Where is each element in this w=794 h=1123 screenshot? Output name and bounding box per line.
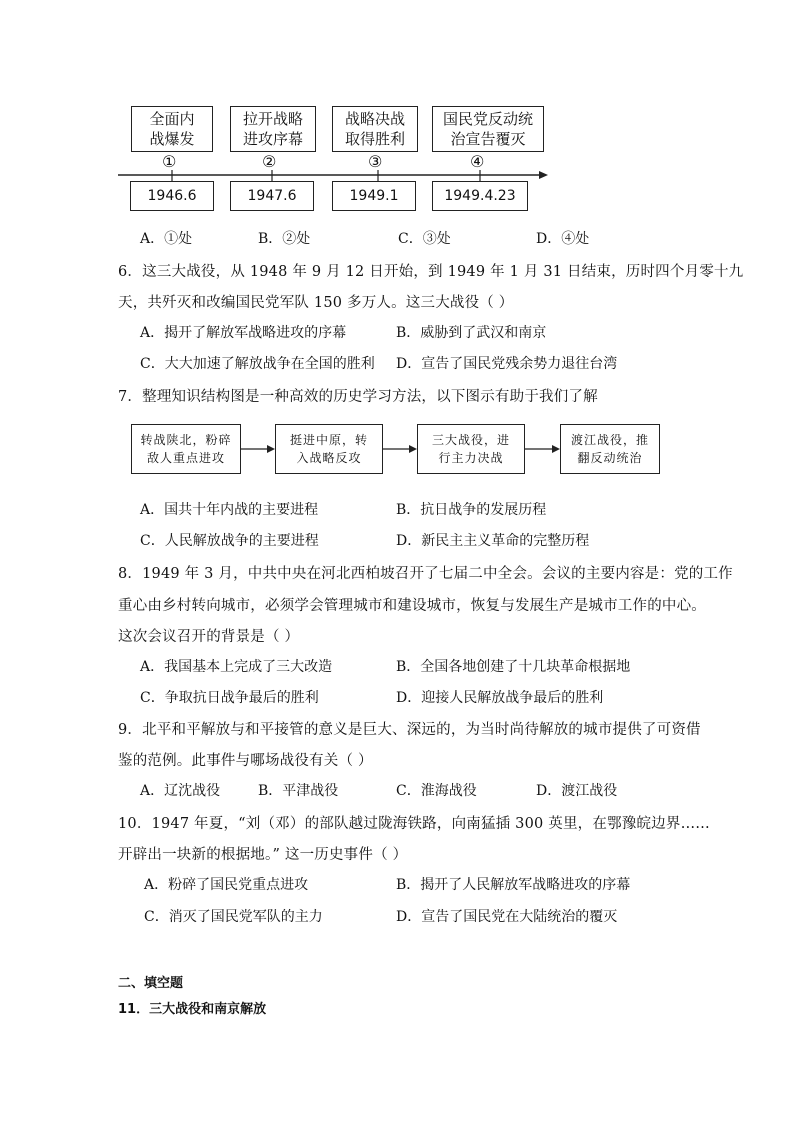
q10-option-b: B．揭开了人民解放军战略进攻的序幕: [396, 877, 631, 893]
q8-option-d: D．迎接人民解放战争最后的胜利: [396, 690, 604, 706]
timeline-date: 1947.6: [247, 188, 297, 204]
q7-option-a: A．国共十年内战的主要进程: [140, 502, 319, 518]
timeline-marker: ②: [262, 152, 277, 171]
q6-stem-line2: 天，共歼灭和改编国民党军队 150 多万人。这三大战役（ ）: [118, 295, 514, 311]
q5-option-b: B．②处: [258, 231, 311, 247]
timeline-event-label: 战略决战 取得胜利: [344, 110, 405, 148]
flow-arrows: [0, 0, 794, 480]
q6-stem-line1: 6．这三大战役，从 1948 年 9 月 12 日开始，到 1949 年 1 月 31 日结束，历时四个月零十九: [118, 264, 744, 280]
q10-option-a: A．粉碎了国民党重点进攻: [144, 877, 309, 893]
timeline-event-label: 全面内 战爆发: [149, 110, 195, 148]
timeline-date: 1946.6: [147, 188, 197, 204]
q6-option-a: A．揭开了解放军战略进攻的序幕: [140, 325, 347, 341]
q9-option-b: B．平津战役: [258, 783, 339, 799]
timeline-event-label: 国民党反动统 治宣告覆灭: [442, 110, 533, 148]
q9-option-c: C．淮海战役: [396, 783, 477, 799]
q10-stem-line1: 10．1947 年夏，“刘（邓）的部队越过陇海铁路，向南猛插 300 英里，在鄂豫皖边界……: [118, 816, 710, 832]
q10-stem-line2: 开辟出一块新的根据地。” 这一历史事件（ ）: [118, 847, 408, 863]
q8-stem-line1: 8．1949 年 3 月，中共中央在河北西柏坡召开了七届二中全会。会议的主要内容是：党的工作: [118, 566, 733, 582]
flow-box-label: 挺进中原，转 入战略反攻: [289, 433, 368, 465]
q9-stem-line2: 鉴的范例。此事件与哪场战役有关（ ）: [118, 753, 373, 769]
q5-option-a: A．①处: [140, 231, 193, 247]
q6-option-b: B．威胁到了武汉和南京: [396, 325, 547, 341]
flow-box-label: 转战陕北，粉碎 敌人重点进攻: [140, 433, 232, 465]
q9-option-a: A．辽沈战役: [140, 783, 221, 799]
q8-option-a: A．我国基本上完成了三大改造: [140, 659, 333, 675]
q9-stem-line1: 9．北平和平解放与和平接管的意义是巨大、深远的，为当时尚待解放的城市提供了可资借: [118, 722, 701, 738]
q6-option-d: D．宣告了国民党残余势力退往台湾: [396, 356, 618, 372]
flow-box-label: 三大战役，进 行主力决战: [431, 433, 510, 465]
timeline-date: 1949.4.23: [444, 188, 516, 204]
q8-stem-line2: 重心由乡村转向城市，必须学会管理城市和建设城市，恢复与发展生产是城市工作的中心。: [118, 598, 706, 614]
timeline-date: 1949.1: [349, 188, 399, 204]
q10-option-d: D．宣告了国民党在大陆统治的覆灭: [396, 909, 618, 925]
q6-option-c: C．大大加速了解放战争在全国的胜利: [140, 356, 375, 372]
q9-option-d: D．渡江战役: [536, 783, 618, 799]
q5-option-c: C．③处: [398, 231, 451, 247]
timeline-marker: ④: [470, 152, 485, 171]
timeline-marker: ①: [162, 152, 177, 171]
section-title: 二、填空题: [118, 976, 184, 991]
q7-option-b: B．抗日战争的发展历程: [396, 502, 547, 518]
flow-box-label: 渡江战役，推 翻反动统治: [570, 433, 649, 465]
q7-stem-line1: 7．整理知识结构图是一种高效的历史学习方法，以下图示有助于我们了解: [118, 389, 598, 405]
q7-option-d: D．新民主主义革命的完整历程: [396, 533, 590, 549]
timeline-marker: ③: [368, 152, 383, 171]
q8-option-c: C．争取抗日战争最后的胜利: [140, 690, 319, 706]
q10-option-c: C．消灭了国民党军队的主力: [144, 909, 323, 925]
q5-option-d: D．④处: [536, 231, 590, 247]
timeline-event-label: 拉开战略 进攻序幕: [242, 110, 303, 148]
q8-stem-line3: 这次会议召开的背景是（ ）: [118, 629, 300, 645]
q11-stem: 11．三大战役和南京解放: [118, 1002, 267, 1017]
q8-option-b: B．全国各地创建了十几块革命根据地: [396, 659, 631, 675]
q7-option-c: C．人民解放战争的主要进程: [140, 533, 319, 549]
